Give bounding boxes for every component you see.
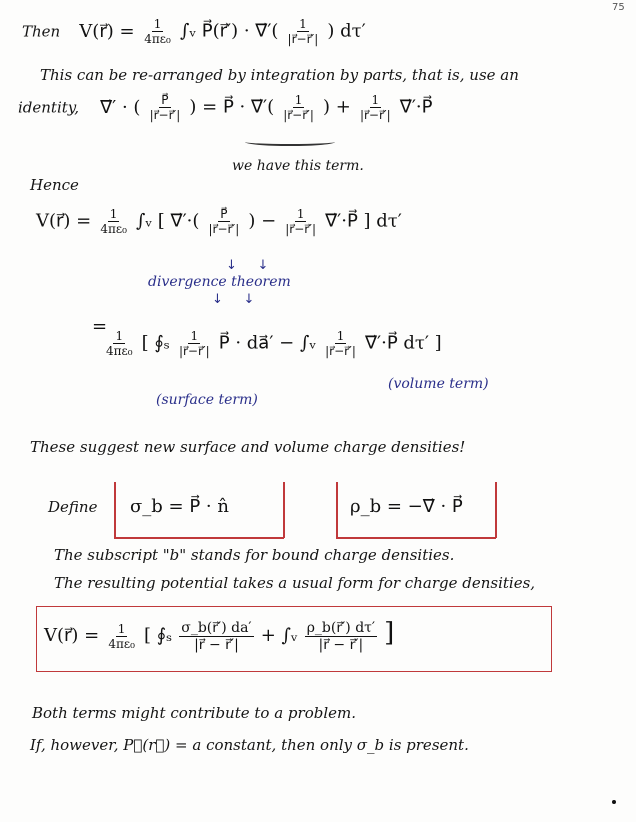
sigma-b-definition: σ_b = P⃗ · n̂: [130, 496, 229, 517]
resulting-text: The resulting potential takes a usual form for charge densities,: [54, 574, 536, 592]
rho-box-bottom: [336, 537, 496, 539]
define-label: Define: [48, 498, 98, 516]
equation-split-terms: $\frac{1}{\text{4πε₀}}$ [ ∮ₛ $\frac{1}{|r⃗-r⃗'|}$ P⃗ · da⃗′ − ∫ᵥ $\frac{1}{|r⃗-r⃗'|}$ ∇⃗′·P⃗ dτ′ ]: [106, 329, 442, 358]
rho-box-right: [495, 482, 497, 538]
however-text: If, however, P⃗(r⃗) = a constant, then only σ_b is present.: [30, 736, 469, 754]
identity-equation: identity, ∇⃗′ · ( $\frac{P⃗}{|r⃗-r⃗'|}$ ) = P⃗ · ∇⃗′( $\frac{1}{|r⃗-r⃗'|}$ ) + $\frac{1}{|r⃗-r⃗'|}$ ∇⃗′·P⃗: [18, 93, 433, 122]
term-note: we have this term.: [232, 158, 364, 174]
rho-b-definition: ρ_b = −∇⃗ · P⃗: [350, 496, 463, 517]
equation-expanded: V(r⃗) = $\frac{1}{\text{4πε₀}}$ ∫ᵥ [ ∇⃗′·( $\frac{P⃗}{|r⃗-r⃗'|}$ ) − $\frac{1}{|r⃗-r⃗'|}$ ∇⃗′·P⃗ ] dτ′: [36, 207, 402, 236]
hence-label: Hence: [30, 176, 79, 194]
equation-potential: Then V(r⃗) = $\frac{1}{\text{4πε₀}}$ ∫ᵥ P⃗(r⃗′) · ∇⃗′( $\frac{1}{|r⃗-r⃗'|}$ ) dτ′: [22, 17, 366, 46]
subscript-text: The subscript "b" stands for bound charge densities.: [54, 546, 455, 564]
divergence-note: divergence theorem: [148, 274, 291, 290]
page-number: 75: [612, 2, 625, 13]
volume-term-label: (volume term): [388, 376, 489, 392]
both-terms-text: Both terms might contribute to a problem.: [32, 704, 356, 722]
underbrace: [245, 138, 335, 146]
suggest-text: These suggest new surface and volume charge densities!: [30, 438, 466, 456]
rearrange-text: This can be re-arranged by integration by parts, that is, use an: [40, 66, 519, 84]
down-arrow-icon-2: ↓ ↓: [212, 292, 255, 307]
sigma-box-right: [283, 482, 285, 538]
then-label: Then: [22, 22, 61, 41]
down-arrow-icon: ↓ ↓: [226, 258, 269, 273]
sigma-box-left: [114, 482, 116, 538]
boxed-equation: V(r⃗) = $\frac{1}{\text{4πε₀}}$ [ ∮ₛ $\frac{\sigma\_b(r⃗') da'}{|r⃗ - r⃗'|}$ + ∫ᵥ $\frac{\rho\_b(r⃗') d\tau'}{|r⃗ - r⃗'|}$ ]: [44, 618, 395, 653]
ink-dot: [612, 800, 616, 804]
rho-box-left: [336, 482, 338, 538]
surface-term-label: (surface term): [156, 392, 258, 408]
equation-split: =: [92, 316, 108, 337]
sigma-box-bottom: [114, 537, 284, 539]
